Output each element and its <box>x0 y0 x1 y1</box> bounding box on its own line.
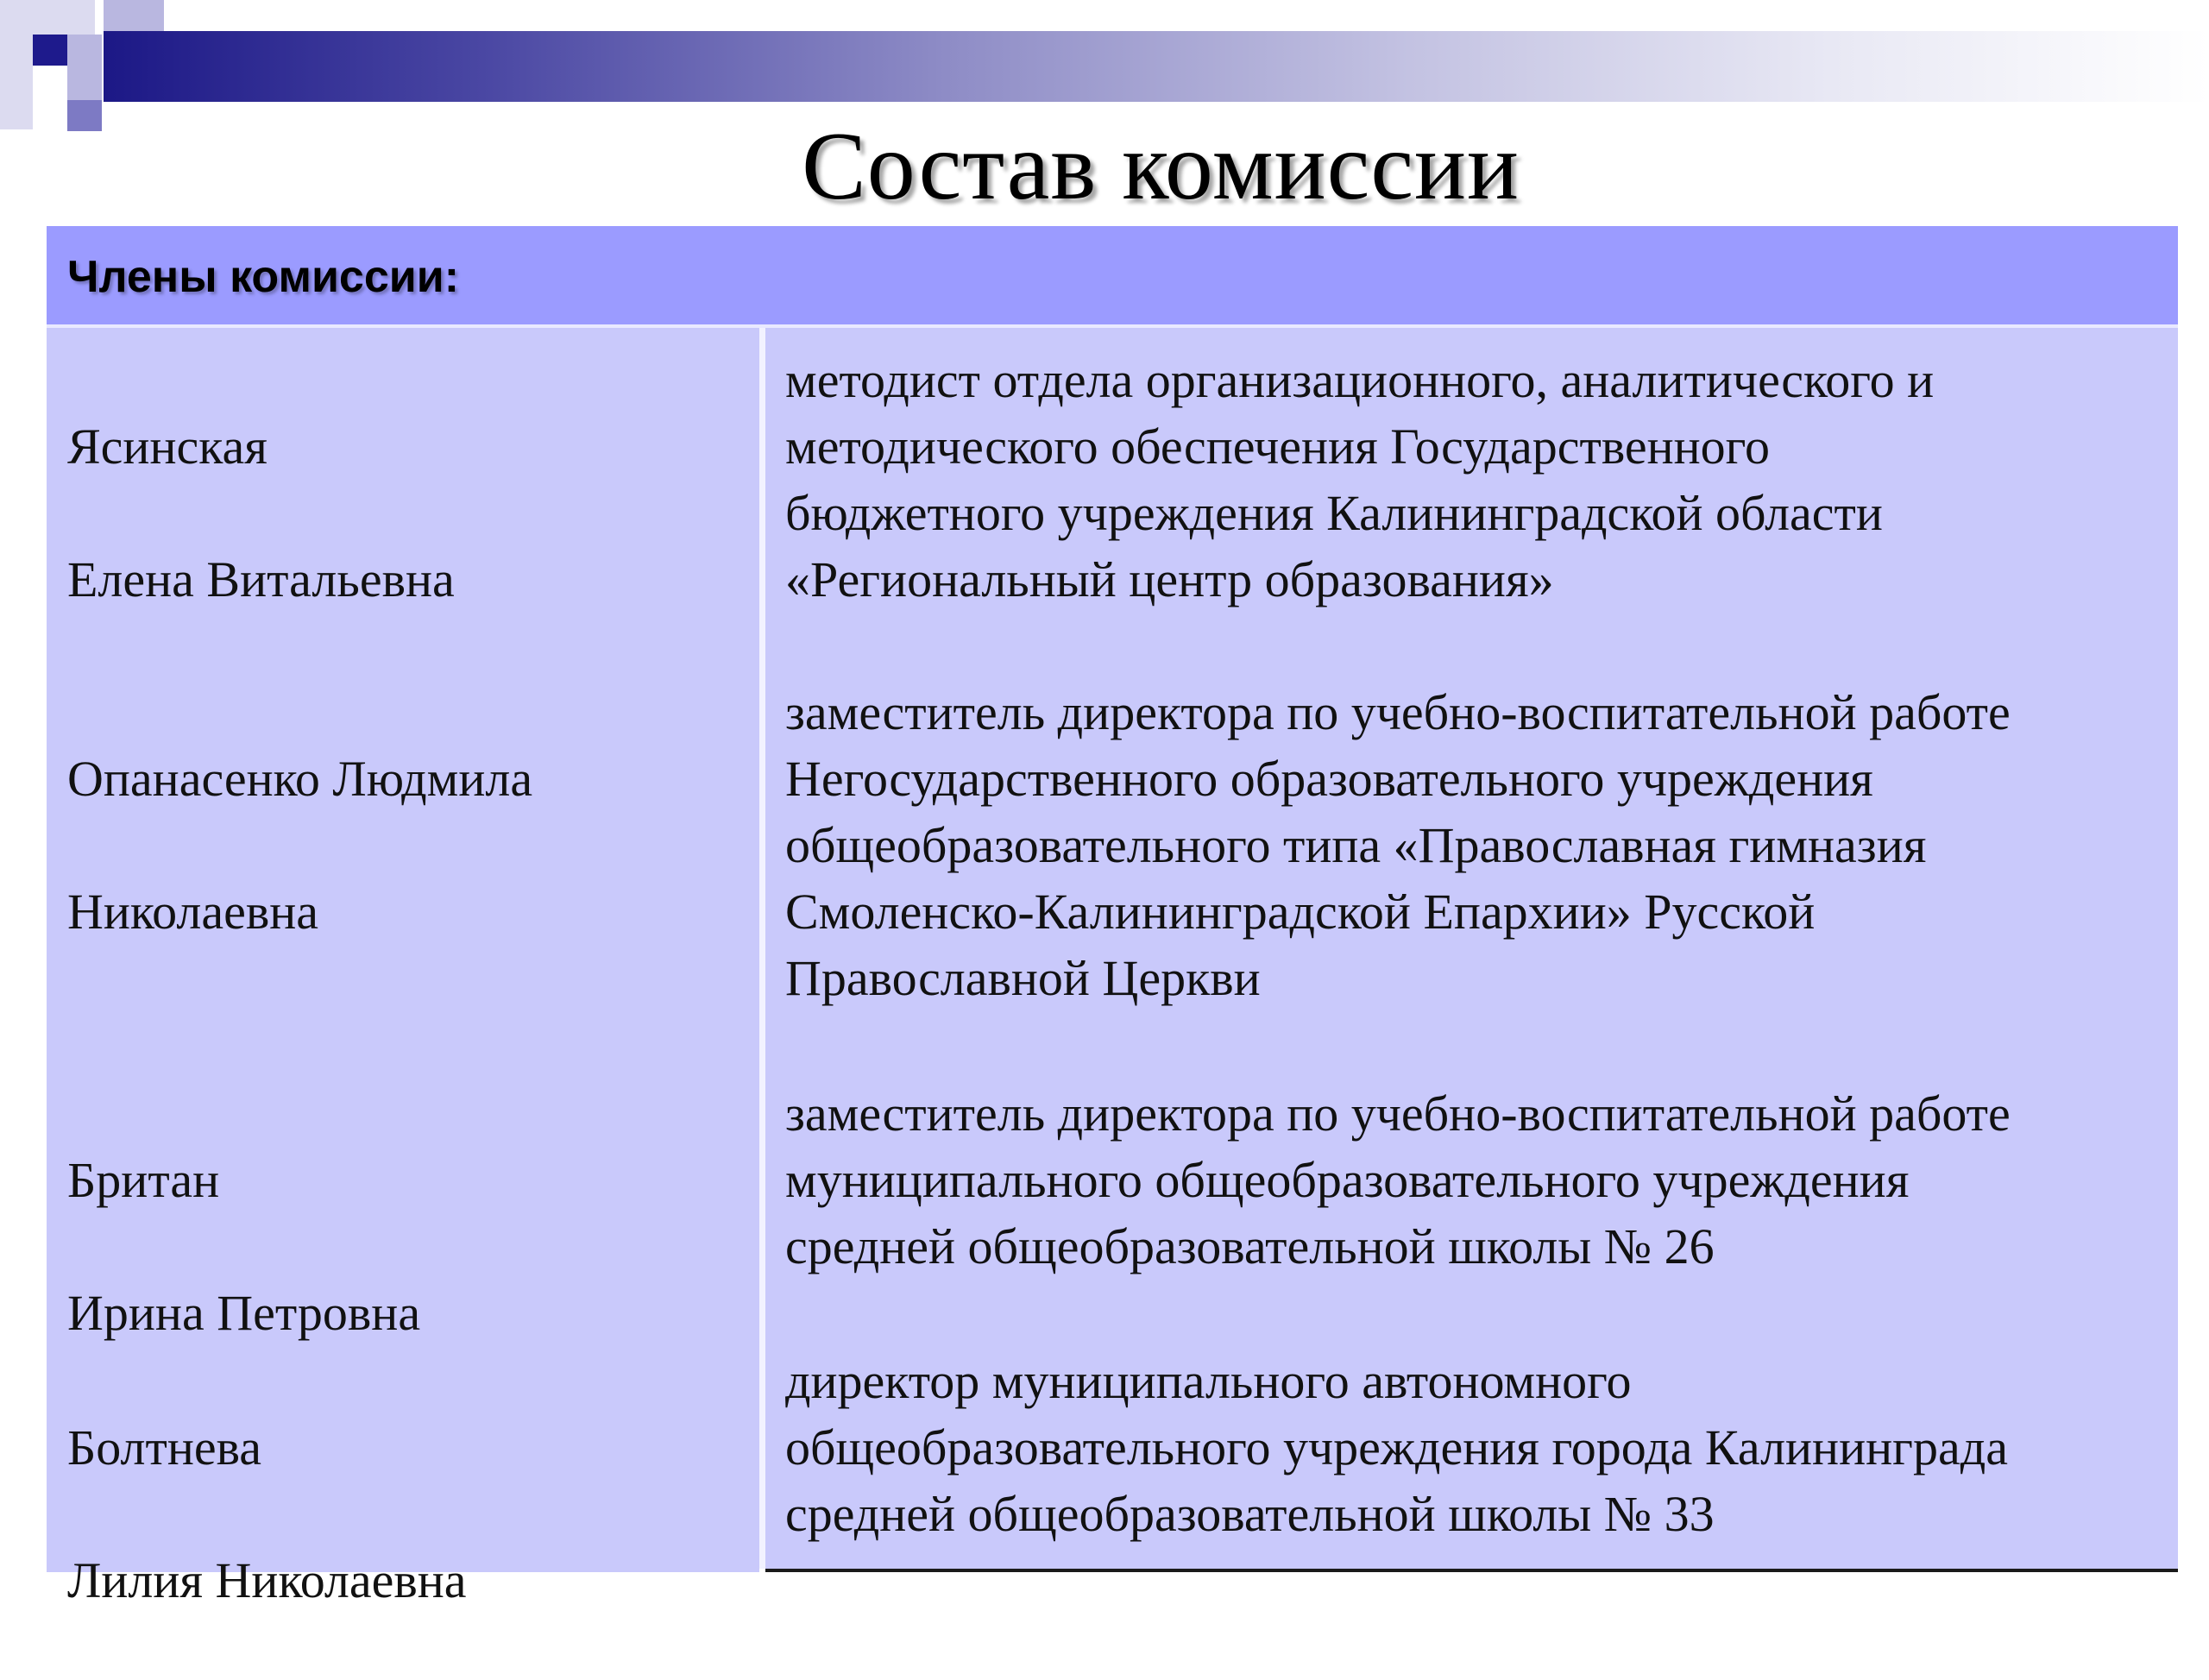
column-divider <box>759 328 765 1572</box>
member-position <box>785 347 2166 613</box>
position-line: средней общеобразовательной школы № 33 <box>785 1486 1715 1542</box>
corner-decoration-square <box>67 35 102 66</box>
position-line: директор муниципального автономного <box>785 1353 1632 1409</box>
position-line: методического обеспечения Государственного <box>785 418 1771 475</box>
corner-decoration-square <box>33 35 67 66</box>
member-position <box>785 1348 2166 1547</box>
position-line: общеобразовательного учреждения города Калининграда <box>785 1419 2008 1476</box>
member-name <box>67 1348 740 1680</box>
table-bottom-gap <box>759 1569 765 1572</box>
member-surname: Ясинская <box>67 418 267 475</box>
position-line: общеобразовательного типа «Православная гимназия <box>785 817 1927 873</box>
member-surname: Болтнева <box>67 1419 261 1476</box>
member-name <box>67 679 740 1011</box>
position-line: муниципального общеобразовательного учреждения <box>785 1152 1910 1208</box>
position-line: средней общеобразовательной школы № 26 <box>785 1218 1715 1274</box>
member-position <box>785 679 2166 1011</box>
member-name <box>67 347 740 679</box>
member-position <box>785 1080 2166 1280</box>
member-surname: Британ <box>67 1152 220 1208</box>
position-line: Православной Церкви <box>785 950 1261 1006</box>
member-given-name: Елена Витальевна <box>67 551 455 607</box>
position-line: заместитель директора по учебно-воспитательной работе <box>785 1085 2011 1142</box>
member-surname: Опанасенко Людмила <box>67 751 533 807</box>
position-line: заместитель директора по учебно-воспитательной работе <box>785 684 2011 740</box>
table-header-label: Члены комиссии: <box>67 252 460 302</box>
table-bottom-border <box>765 1569 2178 1572</box>
position-line: «Региональный центр образования» <box>785 551 1554 607</box>
corner-decoration-square <box>0 0 95 35</box>
header-gradient-band <box>104 31 2209 102</box>
position-line: Негосударственного образовательного учреждения <box>785 751 1873 807</box>
member-given-name: Лилия Николаевна <box>67 1552 467 1608</box>
corner-decoration-square <box>104 0 164 31</box>
position-line: методист отдела организационного, аналитического и <box>785 352 1935 408</box>
position-line: Смоленско-Калининградской Епархии» Русской <box>785 884 1816 940</box>
commission-table <box>47 226 2178 1608</box>
position-line: бюджетного учреждения Калининградской области <box>785 485 1883 541</box>
member-given-name: Николаевна <box>67 884 318 940</box>
table-header <box>47 226 2178 328</box>
slide-title: Состав комиссии <box>802 113 1520 220</box>
member-given-name: Ирина Петровна <box>67 1285 421 1341</box>
corner-decoration-square <box>67 66 102 100</box>
